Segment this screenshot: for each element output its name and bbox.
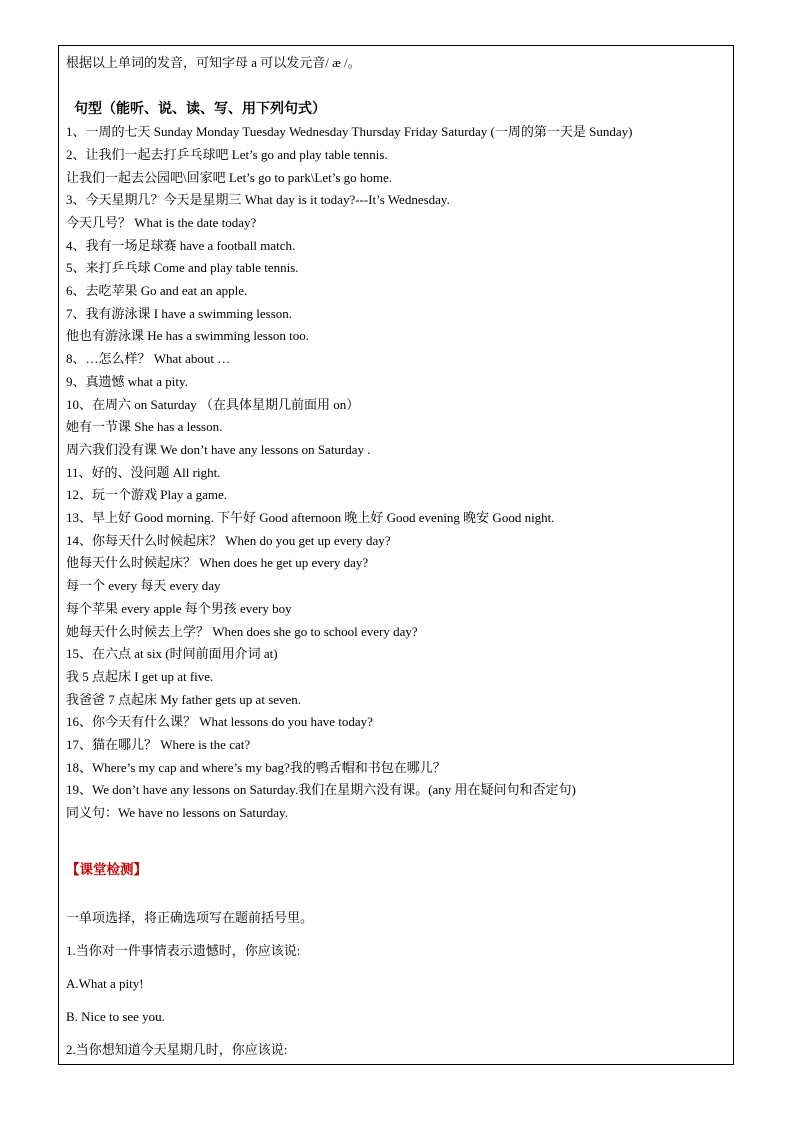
class-test-heading: 【课堂检测】 bbox=[66, 862, 147, 877]
list-item: 15、在六点 at six (时间前面用介词 at) bbox=[66, 646, 278, 661]
quiz-question: 1.当你对一件事情表示遗憾时，你应该说: bbox=[66, 943, 301, 958]
quiz-option: A.What a pity! bbox=[66, 976, 144, 991]
quiz-question: 2.当你想知道今天星期几时，你应该说: bbox=[66, 1042, 288, 1057]
list-item: 11、好的、没问题 All right. bbox=[66, 465, 221, 480]
list-item: 4、我有一场足球赛 have a football match. bbox=[66, 238, 296, 253]
sentence-heading: 句型（能听、说、读、写、用下列句式） bbox=[74, 102, 326, 117]
quiz-instruction: 一单项选择，将正确选项写在题前括号里。 bbox=[66, 910, 314, 925]
list-item: 同义句：We have no lessons on Saturday. bbox=[66, 805, 288, 820]
list-item: 2、让我们一起去打乒乓球吧 Let’s go and play table tennis. bbox=[66, 147, 388, 162]
list-item: 13、早上好 Good morning. 下午好 Good afternoon 晚上好 Good evening 晚安 Good night. bbox=[66, 510, 555, 525]
list-item: 她每天什么时候去上学？ When does she go to school every day? bbox=[66, 624, 418, 639]
intro-text: 根据以上单词的发音，可知字母 a 可以发元音/ æ /。 bbox=[66, 55, 361, 70]
list-item: 3、今天星期几？今天是星期三 What day is it today?---It’s Wednesday. bbox=[66, 192, 450, 207]
list-item: 每一个 every 每天 every day bbox=[66, 578, 221, 593]
list-item: 14、你每天什么时候起床？ When do you get up every day? bbox=[66, 533, 391, 548]
list-item: 7、我有游泳课 I have a swimming lesson. bbox=[66, 306, 293, 321]
list-item: 9、真遗憾 what a pity. bbox=[66, 374, 188, 389]
list-item: 12、玩一个游戏 Play a game. bbox=[66, 487, 228, 502]
list-item: 我爸爸 7 点起床 My father gets up at seven. bbox=[66, 692, 302, 707]
list-item: 周六我们没有课 We don’t have any lessons on Saturday . bbox=[66, 442, 371, 457]
quiz-option: B. Nice to see you. bbox=[66, 1009, 165, 1024]
list-item: 6、去吃苹果 Go and eat an apple. bbox=[66, 283, 248, 298]
list-item: 他也有游泳课 He has a swimming lesson too. bbox=[66, 328, 310, 343]
list-item: 5、来打乒乓球 Come and play table tennis. bbox=[66, 260, 299, 275]
list-item: 8、…怎么样？ What about … bbox=[66, 351, 231, 366]
list-item: 每个苹果 every apple 每个男孩 every boy bbox=[66, 601, 292, 616]
list-item: 今天几号？ What is the date today? bbox=[66, 215, 257, 230]
list-item: 他每天什么时候起床？ When does he get up every day? bbox=[66, 555, 369, 570]
list-item: 1、一周的七天 Sunday Monday Tuesday Wednesday Thursday Friday Saturday (一周的第一天是 Sunday) bbox=[66, 124, 633, 139]
list-item: 17、猫在哪儿？ Where is the cat? bbox=[66, 737, 251, 752]
list-item: 让我们一起去公园吧\回家吧 Let’s go to park\Let’s go home. bbox=[66, 170, 393, 185]
list-item: 18、Where’s my cap and where’s my bag?我的鸭舌帽和书包在哪儿？ bbox=[66, 760, 446, 775]
list-item: 我 5 点起床 I get up at five. bbox=[66, 669, 214, 684]
list-item: 19、We don’t have any lessons on Saturday.我们在星期六没有课。(any 用在疑问句和否定句) bbox=[66, 782, 576, 797]
list-item: 10、在周六 on Saturday （在具体星期几前面用 on） bbox=[66, 397, 360, 412]
list-item: 她有一节课 She has a lesson. bbox=[66, 419, 223, 434]
list-item: 16、你今天有什么课？ What lessons do you have today? bbox=[66, 714, 373, 729]
